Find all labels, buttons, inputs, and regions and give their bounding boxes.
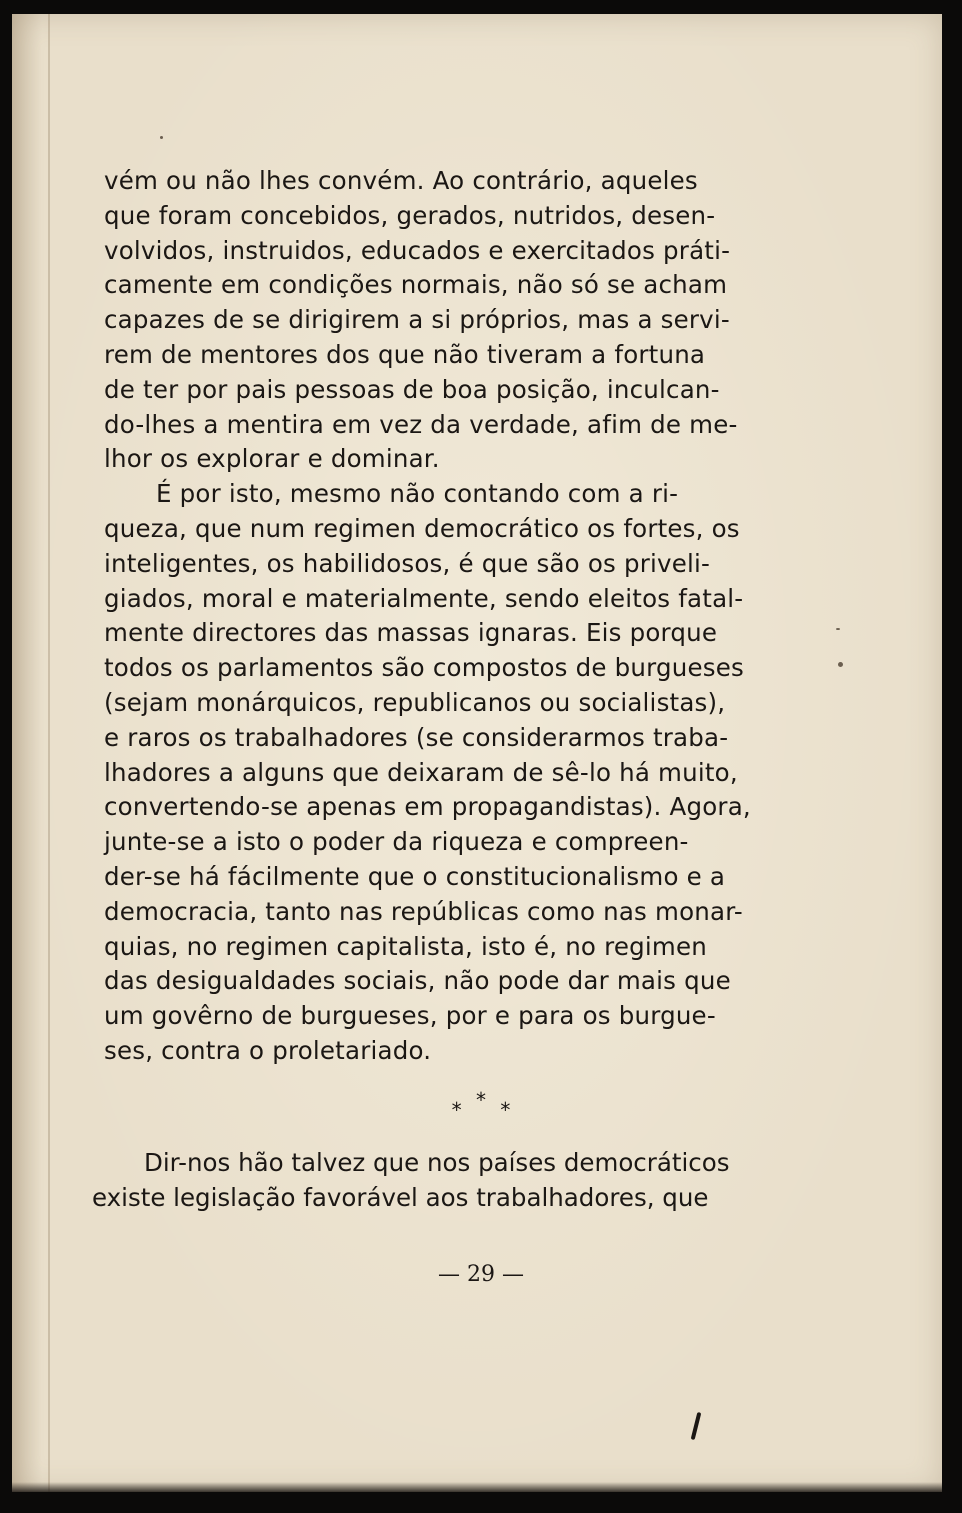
text-line: capazes de se dirigirem a si próprios, mas a servi- [104,305,730,335]
text-line: um govêrno de burgueses, por e para os burgue- [104,1001,716,1031]
paragraph-3 [92,1146,776,1216]
section-separator [0,1088,962,1122]
text-line: que foram concebidos, gerados, nutridos, desen- [104,200,716,230]
text-line: ses, contra o proletariado. [104,1035,432,1065]
text-line: convertendo-se apenas em propagandistas). Agora, [104,792,751,822]
text-line: de ter por pais pessoas de boa posição, inculcan- [104,374,720,404]
paragraph-2 [104,477,788,1069]
text-line: democracia, tanto nas repúblicas como nas monar- [104,896,743,926]
text-line: das desigualdades sociais, não pode dar mais que [104,966,731,996]
text-line: rem de mentores dos que não tiveram a fortuna [104,339,706,369]
text-line: volvidos, instruidos, educados e exercitados práti- [104,235,731,265]
text-line: existe legislação favorável aos trabalhadores, que [92,1182,709,1212]
asterisk-glyph: * [500,1098,511,1122]
page-bottom-edge [12,1482,942,1492]
text-line: Dir-nos hão talvez que nos países democráticos [144,1148,730,1177]
text-line: vém ou não lhes convém. Ao contrário, aqueles [104,166,698,195]
paper-speck [160,136,163,139]
text-line: mente directores das massas ignaras. Eis porque [104,618,718,648]
text-line: lhor os explorar e dominar. [104,444,440,474]
text-line: queza, que num regimen democrático os fortes, os [104,513,740,543]
paragraph-1 [104,164,788,477]
page-number: — 29 — [438,1262,524,1287]
text-line: do-lhes a mentira em vez da verdade, afim de me- [104,409,738,439]
text-line: camente em condições normais, não só se acham [104,270,728,300]
text-line: todos os parlamentos são compostos de burgueses [104,653,744,683]
text-line: der-se há fácilmente que o constitucionalismo e a [104,861,726,891]
main-text [104,164,788,1069]
text-line: inteligentes, os habilidosos, é que são os priveli- [104,548,711,578]
asterisk-glyph: * [451,1098,462,1122]
text-line: quias, no regimen capitalista, isto é, no regimen [104,931,707,961]
text-line: e raros os trabalhadores (se considerarmos traba- [104,722,729,752]
text-line: lhadores a alguns que deixaram de sê-lo há muito, [104,757,738,787]
text-line: giados, moral e materialmente, sendo eleitos fatal- [104,583,744,613]
paper-speck [838,662,843,667]
asterisk-glyph: * [476,1088,486,1112]
text-line: (sejam monárquicos, republicanos ou socialistas), [104,687,726,717]
text-line: É por isto, mesmo não contando com a ri- [156,479,679,509]
paper-speck [836,628,840,630]
text-line: junte-se a isto o poder da riqueza e compreen- [104,827,689,857]
